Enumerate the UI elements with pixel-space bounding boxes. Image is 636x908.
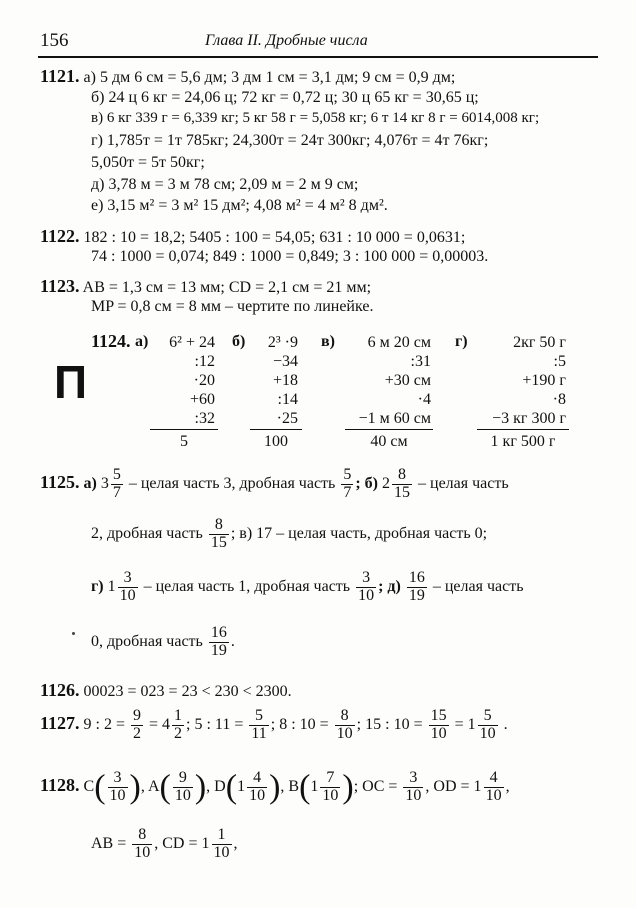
problem-1121-a: 1121. а) 5 дм 6 см = 5,6 дм; 3 дм 1 см = 3,1 дм; 9 см = 0,9 дм; [40, 66, 456, 86]
col-b-label: б) [232, 333, 246, 350]
problem-1128-line1: 1128. C( $\frac{3}{10}$ ), A( $\frac{9}{10}$ ), D(1 $\frac{4}{10}$ ), B(1 $\frac{7}{10}$ ); OC = $\frac{3}{10}$ , OD = 1 $\frac{4}{10}$ , [40, 768, 510, 806]
problem-1124-number: 1124. [91, 331, 131, 351]
problem-1125-line1: 1125. а) 3 $\frac{5}{7}$ – целая часть 3, дробная часть $\frac{5}{7}$ ; б) 2 $\frac{8}{15}$ – целая часть [40, 466, 509, 501]
problem-1123-line2: MP = 0,8 см = 8 мм – чертите по линейке. [91, 298, 374, 315]
page-number: 156 [40, 30, 69, 51]
col-v-label: в) [321, 333, 335, 350]
col-v-chain: 6 м 20 см :31 +30 см ·4 −1 м 60 см [358, 334, 431, 427]
col-a-chain: 6² + 24 :12 ·20 +60 :32 [169, 334, 215, 427]
col-g-result: 1 кг 500 г [490, 433, 556, 450]
col-b-rule [250, 429, 302, 430]
col-a-result: 5 [180, 433, 188, 450]
col-v-result: 40 см [370, 433, 408, 450]
problem-1121-d: д) 3,78 м = 3 м 78 см; 2,09 м = 2 м 9 см; [91, 176, 359, 193]
problem-1125-line3: г) 1 $\frac{3}{10}$ – целая часть 1, дробная часть $\frac{3}{10}$ ; д) $\frac{16}{19}$ – целая часть [91, 569, 524, 604]
problem-1125-line4: 0, дробная часть $\frac{16}{19}$ . [91, 624, 235, 659]
scan-speck [72, 632, 75, 635]
big-letter-p: П [54, 356, 88, 408]
problem-1121-v: в) 6 кг 339 г = 6,339 кг; 5 кг 58 г = 5,058 кг; 6 т 14 кг 8 г = 6014,008 кг; [91, 110, 540, 126]
problem-1126: 1126. 00023 = 023 = 23 < 230 < 2300. [40, 680, 292, 700]
problem-1121-g: г) 1,785т = 1т 785кг; 24,300т = 24т 300кг; 4,076т = 4т 76кг; [91, 132, 489, 149]
problem-1121-g2: 5,050т = 5т 50кг; [91, 154, 205, 171]
col-a-label: а) [135, 333, 149, 350]
problem-1121-e: е) 3,15 м² = 3 м² 15 дм²; 4,08 м² = 4 м² 8 дм². [91, 197, 388, 214]
problem-1125-line2: 2, дробная часть $\frac{8}{15}$ ; в) 17 – целая часть, дробная часть 0; [91, 516, 488, 551]
chapter-title: Глава II. Дробные числа [205, 32, 368, 49]
col-g-chain: 2кг 50 г :5 +190 г ·8 −3 кг 300 г [492, 334, 566, 427]
col-b-result: 100 [264, 433, 288, 450]
problem-1122-line2: 74 : 1000 = 0,074; 849 : 1000 = 0,849; 3 : 100 000 = 0,00003. [91, 248, 489, 265]
problem-1123-line1: 1123. AB = 1,3 см = 13 мм; CD = 2,1 см = 21 мм; [40, 276, 372, 296]
problem-1127: 1127. 9 : 2 = $\frac{9}{2}$ = 4 $\frac{1}{2}$ ; 5 : 11 = $\frac{5}{11}$ ; 8 : 10 = $\frac{8}{10}$ ; 15 : 10 = $\frac{15}{10}$ = 1 $\frac{5}{10}$ . [40, 707, 508, 742]
problem-1128-line2: AB = $\frac{8}{10}$ , CD = 1 $\frac{1}{10}$ , [91, 826, 238, 861]
col-v-rule [345, 429, 433, 430]
col-g-label: г) [455, 333, 468, 350]
col-b-chain: 2³ ·9 −34 +18 :14 ·25 [267, 334, 298, 427]
problem-1121-b: б) 24 ц 6 кг = 24,06 ц; 72 кг = 0,72 ц; 30 ц 65 кг = 30,65 ц; [91, 89, 479, 106]
col-g-rule [477, 429, 569, 430]
problem-1122-line1: 1122. 182 : 10 = 18,2; 5405 : 100 = 54,05; 631 : 10 000 = 0,0631; [40, 226, 466, 246]
col-a-rule [150, 429, 218, 430]
header-rule [38, 56, 598, 58]
